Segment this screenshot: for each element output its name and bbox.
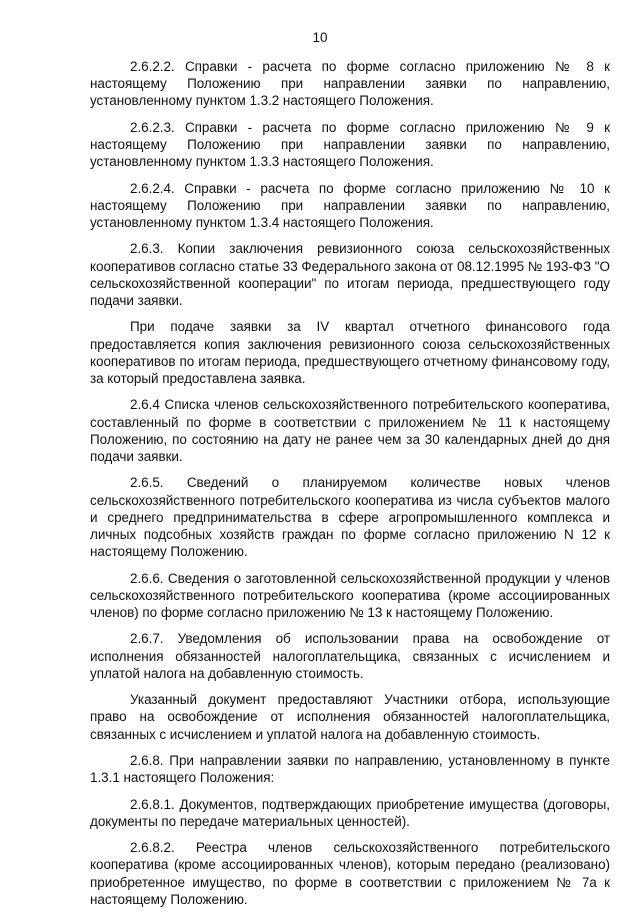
paragraph-2-6-8-2: 2.6.8.2. Реестра членов сельскохозяйственного потребительского кооператива (кроме ассоциированных членов), которым передано (реализовано) приобретенное имущество, по форме в соответствии с приложением № 7а к настоящему Положению. <box>90 840 610 907</box>
paragraph-2-6-8: 2.6.8. При направлении заявки по направлению, установленному в пункте 1.3.1 настоящего Положения: <box>90 752 610 786</box>
paragraph-2-6-7: 2.6.7. Уведомления об использовании права на освобождение от исполнения обязанностей налогоплательщика, связанных с исчислением и уплатой налога на добавленную стоимость. <box>90 631 610 681</box>
page-number: 10 <box>312 30 328 45</box>
paragraph-2-6-3-note: При подаче заявки за IV квартал отчетного финансового года предоставляется копия заключения ревизионного союза сельскохозяйственных кооперативов по итогам периода, предшествующего отчетному финансовому году, за который предоставлена заявка. <box>90 319 610 386</box>
paragraph-2-6-7-note: Указанный документ предоставляют Участники отбора, использующие право на освобождение от исполнения обязанностей налогоплательщика, связанных с исчислением и уплатой налога на добавленную стоимость. <box>90 692 610 742</box>
paragraph-2-6-6: 2.6.6. Сведения о заготовленной сельскохозяйственной продукции у членов сельскохозяйственного потребительского кооператива (кроме ассоциированных членов) по форме согласно приложению № 13 к настоящему Положению. <box>90 570 610 620</box>
paragraph-2-6-5: 2.6.5. Сведений о планируемом количестве новых членов сельскохозяйственного потребительского кооператива из числа субъектов малого и среднего предпринимательства в сфере агропромышленного комплекса и личных подсобных хозяйств граждан по форме согласно приложению N 12 к настоящему Положению. <box>90 475 610 560</box>
paragraph-2-6-2-2: 2.6.2.2. Справки - расчета по форме согласно приложению № 8 к настоящему Положению при направлении заявки по направлению, установленному пунктом 1.3.2 настоящего Положения. <box>90 59 610 109</box>
paragraph-2-6-4: 2.6.4 Списка членов сельскохозяйственного потребительского кооператива, составленный по форме в соответствии с приложением № 11 к настоящему Положению, по состоянию на дату не ранее чем за 30 календарных дней до дня подачи заявки. <box>90 397 610 464</box>
paragraph-2-6-2-3: 2.6.2.3. Справки - расчета по форме согласно приложению № 9 к настоящему Положению при направлении заявки по направлению, установленному пунктом 1.3.3 настоящего Положения. <box>90 119 610 170</box>
paragraph-2-6-3: 2.6.3. Копии заключения ревизионного союза сельскохозяйственных кооперативов согласно статье 33 Федерального закона от 08.12.1995 № 193-ФЗ "О сельскохозяйственной кооперации" по итогам периода, предшествующего году подачи заявки. <box>90 241 610 308</box>
document-body <box>90 58 610 917</box>
paragraph-2-6-8-1: 2.6.8.1. Документов, подтверждающих приобретение имущества (договоры, документы по передаче материальных ценностей). <box>90 796 610 829</box>
paragraph-2-6-2-4: 2.6.2.4. Справки - расчета по форме согласно приложению № 10 к настоящему Положению при направлении заявки по направлению, установленному пунктом 1.3.4 настоящего Положения. <box>90 180 610 230</box>
